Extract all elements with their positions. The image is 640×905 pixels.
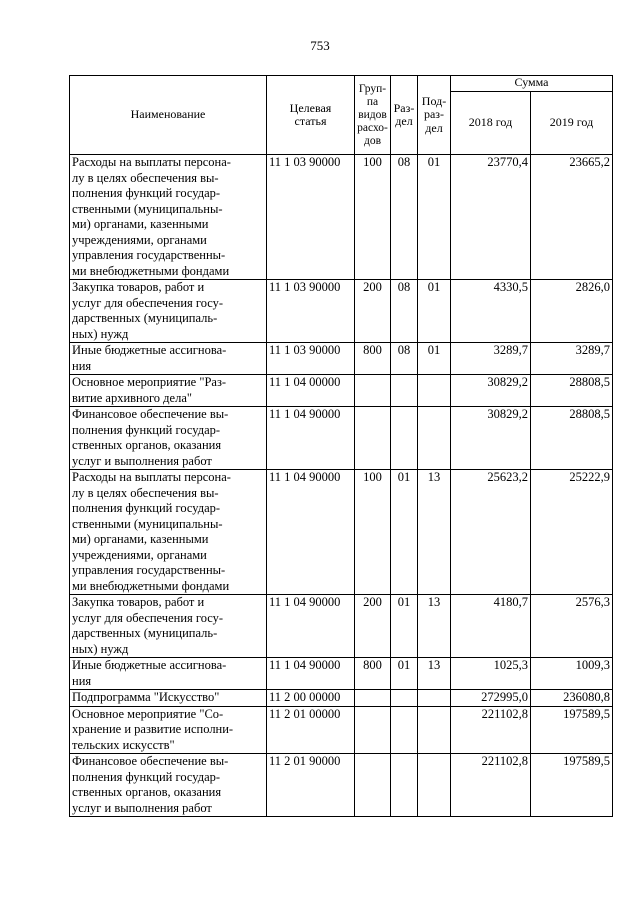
row-subsection: 01 — [418, 343, 451, 375]
row-sum-2018: 30829,2 — [451, 375, 531, 407]
header-subsection: Под- раз- дел — [418, 76, 451, 155]
row-sum-2019: 23665,2 — [531, 155, 613, 280]
table-row — [70, 343, 613, 375]
header-year-2019: 2019 год — [531, 92, 613, 155]
row-expense-group: 100 — [355, 470, 391, 595]
header-expense-group: Груп- па видов расхо- дов — [355, 76, 391, 155]
row-section — [391, 407, 418, 470]
row-sum-2019: 2576,3 — [531, 595, 613, 658]
row-sum-2018: 4180,7 — [451, 595, 531, 658]
row-sum-2018: 25623,2 — [451, 470, 531, 595]
row-target-article: 11 2 00 00000 — [267, 690, 355, 707]
row-expense-group: 800 — [355, 343, 391, 375]
row-target-article: 11 1 04 00000 — [267, 375, 355, 407]
row-subsection — [418, 706, 451, 754]
table-header — [70, 76, 613, 155]
row-name: Подпрограмма "Искусство" — [70, 690, 267, 707]
row-section: 08 — [391, 155, 418, 280]
row-section: 01 — [391, 470, 418, 595]
header-name: Наименование — [70, 76, 267, 155]
row-name: Закупка товаров, работ и услуг для обеспечения госу- дарственных (муниципаль- ных) нужд — [70, 595, 267, 658]
row-subsection — [418, 754, 451, 817]
header-section: Раз- дел — [391, 76, 418, 155]
row-target-article: 11 1 03 90000 — [267, 155, 355, 280]
row-expense-group — [355, 690, 391, 707]
table-row — [70, 280, 613, 343]
row-subsection — [418, 407, 451, 470]
table-row — [70, 155, 613, 280]
row-expense-group: 800 — [355, 658, 391, 690]
row-section — [391, 690, 418, 707]
row-target-article: 11 1 04 90000 — [267, 595, 355, 658]
table-row — [70, 706, 613, 754]
row-name: Иные бюджетные ассигнова- ния — [70, 343, 267, 375]
row-expense-group: 100 — [355, 155, 391, 280]
header-sum: Сумма — [451, 76, 613, 92]
row-target-article: 11 1 04 90000 — [267, 470, 355, 595]
row-sum-2018: 272995,0 — [451, 690, 531, 707]
row-subsection: 13 — [418, 658, 451, 690]
table-row — [70, 375, 613, 407]
row-name: Основное мероприятие "Раз- витие архивного дела" — [70, 375, 267, 407]
row-expense-group — [355, 754, 391, 817]
row-subsection — [418, 375, 451, 407]
row-sum-2019: 1009,3 — [531, 658, 613, 690]
row-target-article: 11 1 03 90000 — [267, 343, 355, 375]
row-name: Иные бюджетные ассигнова- ния — [70, 658, 267, 690]
table-row — [70, 754, 613, 817]
row-subsection: 13 — [418, 595, 451, 658]
header-year-2018: 2018 год — [451, 92, 531, 155]
row-section: 01 — [391, 658, 418, 690]
row-section — [391, 754, 418, 817]
table-body — [70, 155, 613, 817]
row-name: Финансовое обеспечение вы- полнения функций государ- ственных органов, оказания услуг и выполнения работ — [70, 407, 267, 470]
row-sum-2018: 23770,4 — [451, 155, 531, 280]
row-section: 08 — [391, 280, 418, 343]
table-row — [70, 595, 613, 658]
row-sum-2019: 236080,8 — [531, 690, 613, 707]
row-sum-2019: 28808,5 — [531, 375, 613, 407]
row-sum-2019: 28808,5 — [531, 407, 613, 470]
row-sum-2018: 221102,8 — [451, 706, 531, 754]
page-number: 753 — [310, 38, 330, 53]
row-section — [391, 706, 418, 754]
row-subsection: 13 — [418, 470, 451, 595]
row-subsection: 01 — [418, 155, 451, 280]
row-sum-2019: 197589,5 — [531, 706, 613, 754]
table-row — [70, 407, 613, 470]
table-row — [70, 470, 613, 595]
row-subsection: 01 — [418, 280, 451, 343]
table-row — [70, 658, 613, 690]
row-expense-group — [355, 706, 391, 754]
row-target-article: 11 1 04 90000 — [267, 658, 355, 690]
row-name: Закупка товаров, работ и услуг для обеспечения госу- дарственных (муниципаль- ных) нужд — [70, 280, 267, 343]
row-sum-2018: 3289,7 — [451, 343, 531, 375]
row-name: Основное мероприятие "Со- хранение и развитие исполни- тельских искусств" — [70, 706, 267, 754]
row-expense-group — [355, 375, 391, 407]
header-target-article: Целевая статья — [267, 76, 355, 155]
row-sum-2018: 221102,8 — [451, 754, 531, 817]
row-expense-group: 200 — [355, 280, 391, 343]
row-section: 08 — [391, 343, 418, 375]
row-sum-2018: 4330,5 — [451, 280, 531, 343]
row-sum-2018: 30829,2 — [451, 407, 531, 470]
row-target-article: 11 1 03 90000 — [267, 280, 355, 343]
row-expense-group: 200 — [355, 595, 391, 658]
row-expense-group — [355, 407, 391, 470]
row-sum-2019: 2826,0 — [531, 280, 613, 343]
row-target-article: 11 2 01 90000 — [267, 754, 355, 817]
budget-table — [69, 75, 613, 817]
row-subsection — [418, 690, 451, 707]
row-name: Финансовое обеспечение вы- полнения функций государ- ственных органов, оказания услуг и выполнения работ — [70, 754, 267, 817]
row-sum-2019: 3289,7 — [531, 343, 613, 375]
row-target-article: 11 2 01 00000 — [267, 706, 355, 754]
row-name: Расходы на выплаты персона- лу в целях обеспечения вы- полнения функций государ- ственными (муниципальны- ми) органами, казенными учреждениями, органами управления государственны- ми внебюджетными фондами — [70, 155, 267, 280]
row-target-article: 11 1 04 90000 — [267, 407, 355, 470]
row-section — [391, 375, 418, 407]
row-sum-2018: 1025,3 — [451, 658, 531, 690]
row-name: Расходы на выплаты персона- лу в целях обеспечения вы- полнения функций государ- ственными (муниципальны- ми) органами, казенными учреждениями, органами управления государственны- ми внебюджетными фондами — [70, 470, 267, 595]
row-sum-2019: 197589,5 — [531, 754, 613, 817]
row-sum-2019: 25222,9 — [531, 470, 613, 595]
row-section: 01 — [391, 595, 418, 658]
table-row — [70, 690, 613, 707]
